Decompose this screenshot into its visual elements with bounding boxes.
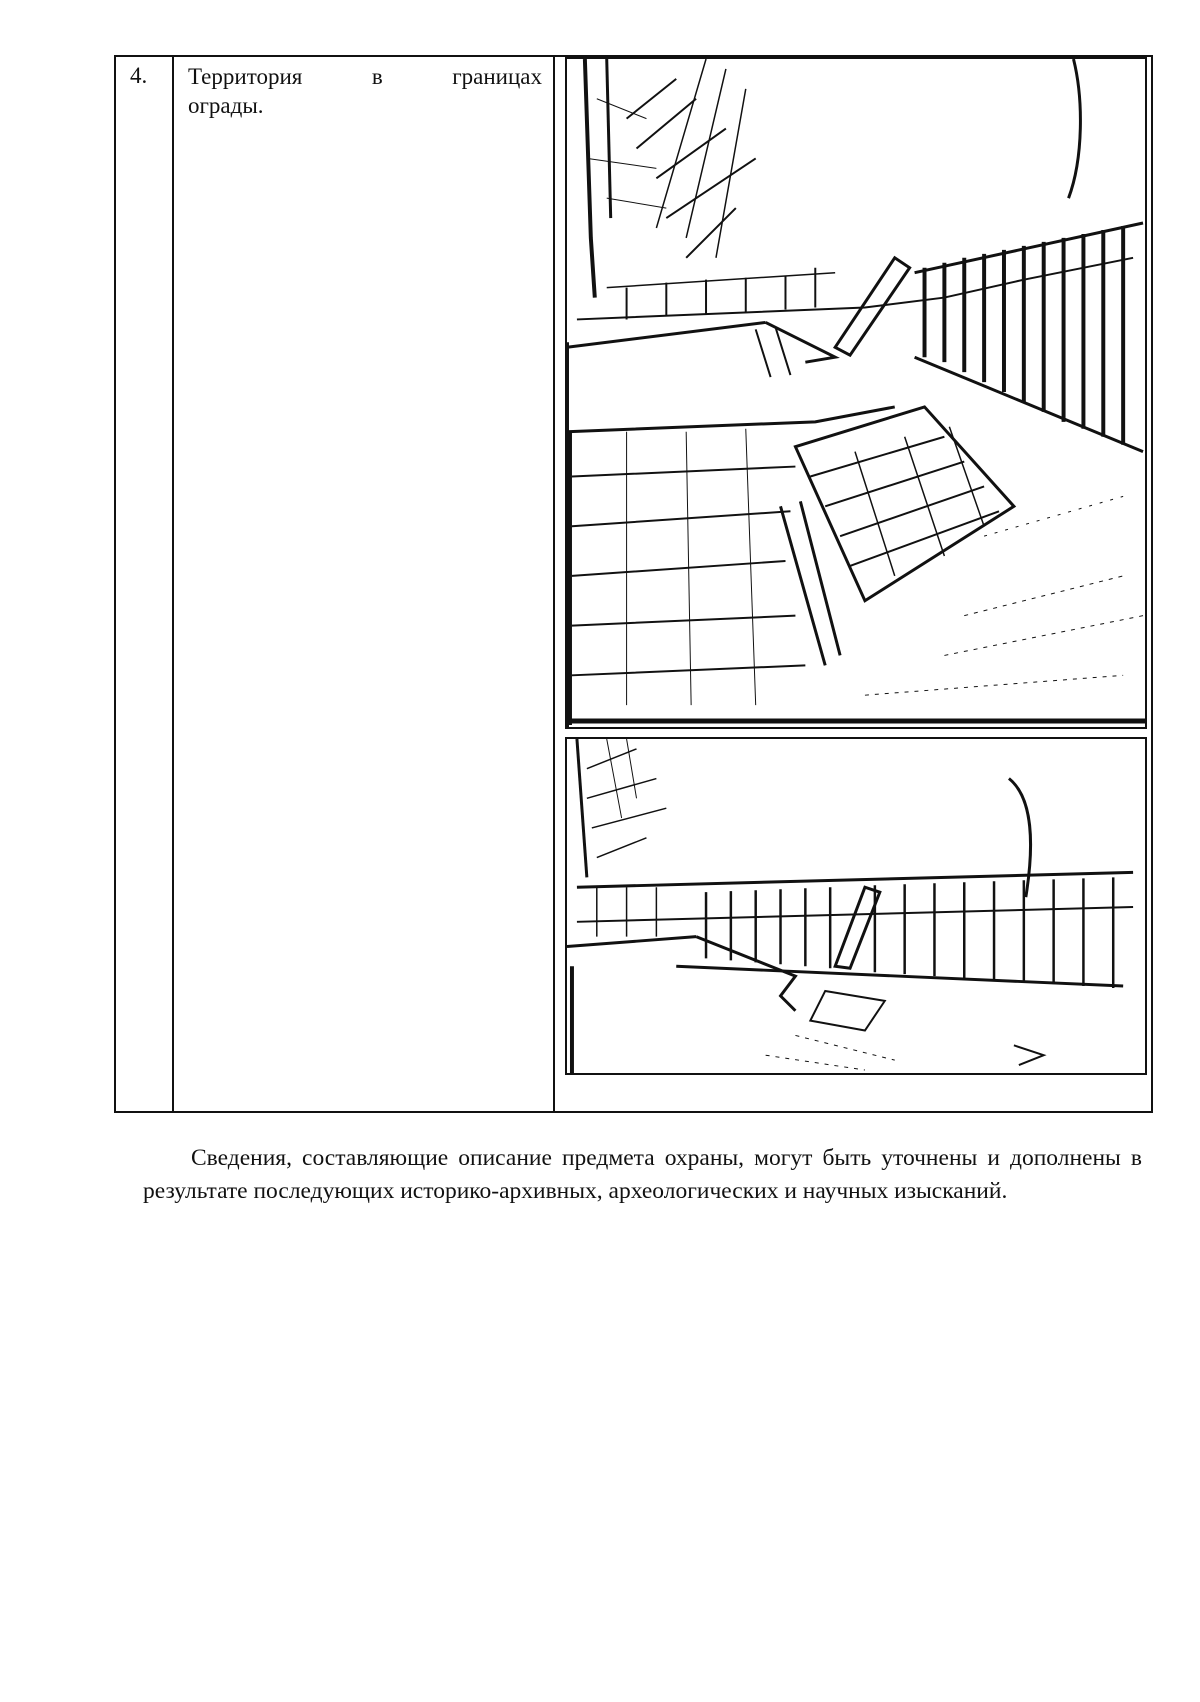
photo-fence-path-icon <box>567 59 1145 727</box>
description-line: ограды. <box>188 93 264 118</box>
row-number: 4. <box>130 63 148 88</box>
protection-table <box>114 55 1153 1113</box>
territory-photo-bottom <box>565 737 1147 1075</box>
description-word: в <box>371 64 383 89</box>
note-text: Сведения, составляющие описание предмета охраны, могут быть уточнены и дополнены в результате последующих историко-архивных, археологических и научных изысканий. <box>143 1145 1142 1204</box>
row-description <box>188 62 542 120</box>
description-word: границах <box>452 64 542 89</box>
note-paragraph <box>143 1142 1142 1208</box>
description-word: Территория <box>188 64 303 89</box>
photo-fence-yard-icon <box>567 739 1145 1073</box>
column-divider <box>172 57 174 1111</box>
territory-photo-top <box>565 57 1147 729</box>
column-divider <box>553 57 555 1111</box>
